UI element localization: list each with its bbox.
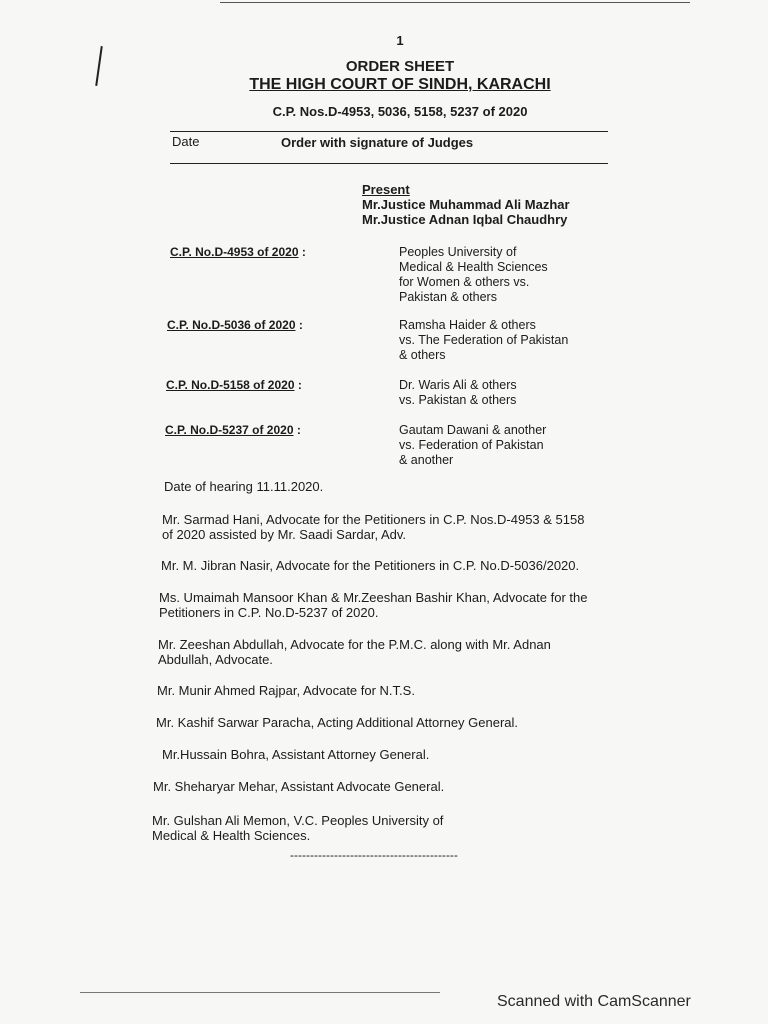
appearance: Mr. Kashif Sarwar Paracha, Acting Additional Attorney General. [156, 715, 519, 730]
bottom-rule [80, 992, 440, 993]
appearance: Mr. Sarmad Hani, Advocate for the Petitioners in C.P. Nos.D-4953 & 5158 of 2020 assisted by Mr. Saadi Sardar, Adv. [162, 512, 585, 542]
case-parties: Gautam Dawani & another vs. Federation of Pakistan & another [399, 423, 547, 467]
case-parties: Dr. Waris Ali & others vs. Pakistan & others [399, 378, 517, 407]
case-number: C.P. No.D-5237 of 2020 : [165, 423, 301, 437]
hearing-date: Date of hearing 11.11.2020. [164, 479, 324, 494]
present-label: Present [362, 182, 410, 197]
page-number: 1 [396, 33, 404, 48]
appearance: Ms. Umaimah Mansoor Khan & Mr.Zeeshan Bashir Khan, Advocate for the Petitioners in C.P. No.D-5237 of 2020. [159, 590, 588, 620]
appearance: Mr. Gulshan Ali Memon, V.C. Peoples University of Medical & Health Sciences. [152, 813, 444, 843]
appearance: Mr. Munir Ahmed Rajpar, Advocate for N.T.S. [157, 683, 415, 698]
table-rule-bottom [170, 163, 608, 164]
appearance: Mr. Zeeshan Abdullah, Advocate for the P.M.C. along with Mr. Adnan Abdullah, Advocate. [158, 637, 551, 667]
bench [362, 182, 570, 227]
court-name: THE HIGH COURT OF SINDH, KARACHI [249, 76, 551, 93]
appearance: Mr. M. Jibran Nasir, Advocate for the Petitioners in C.P. No.D-5036/2020. [161, 558, 580, 573]
judge-name: Mr.Justice Adnan Iqbal Chaudhry [362, 212, 568, 227]
scanner-watermark: Scanned with CamScanner [497, 993, 691, 1010]
case-number: C.P. No.D-4953 of 2020 : [170, 245, 306, 259]
case-numbers: C.P. Nos.D-4953, 5036, 5158, 5237 of 2020 [272, 104, 528, 119]
separator-line: ------------------------------------------ [290, 848, 458, 862]
top-rule [220, 2, 690, 3]
appearance: Mr. Sheharyar Mehar, Assistant Advocate General. [153, 779, 445, 794]
table-rule-top [170, 131, 608, 132]
case-parties: Ramsha Haider & others vs. The Federation of Pakistan & others [399, 318, 569, 362]
column-date: Date [172, 134, 200, 149]
page-title: ORDER SHEET [345, 58, 455, 75]
appearance: Mr.Hussain Bohra, Assistant Attorney General. [162, 747, 430, 762]
case-number: C.P. No.D-5036 of 2020 : [167, 318, 303, 332]
column-order: Order with signature of Judges [281, 135, 474, 150]
case-number: C.P. No.D-5158 of 2020 : [166, 378, 302, 392]
judge-name: Mr.Justice Muhammad Ali Mazhar [362, 197, 570, 212]
case-parties: Peoples University of Medical & Health Sciences for Women & others vs. Pakistan & others [399, 245, 548, 304]
